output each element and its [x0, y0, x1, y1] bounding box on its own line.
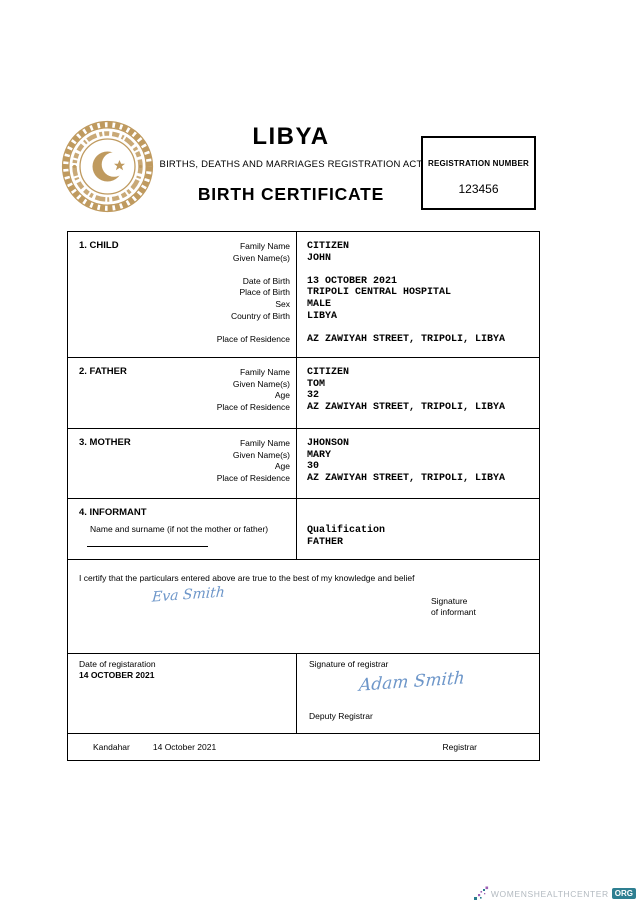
- certificate-table: [67, 231, 540, 761]
- mother-age-label: Age: [274, 461, 290, 472]
- mother-given-name-label: Given Name(s): [232, 449, 290, 460]
- mother-family-name-value: JHONSON: [307, 438, 350, 449]
- child-values-cell: [297, 232, 539, 357]
- father-family-name-label: Family Name: [239, 367, 290, 377]
- informant-values-cell: [297, 499, 539, 559]
- registrar-signature-cell: [297, 654, 539, 733]
- document-title: BIRTH CERTIFICATE: [197, 184, 385, 204]
- section-mother: [68, 428, 539, 498]
- father-residence-label: Place of Residence: [216, 401, 290, 412]
- watermark-text: WOMENSHEALTHCENTER: [490, 888, 609, 899]
- mother-residence-label: Place of Residence: [216, 472, 290, 483]
- signature-of-informant-label: Signature of informant: [431, 596, 476, 617]
- section-certification: [68, 559, 539, 653]
- section-child: [68, 232, 539, 357]
- informant-labels-cell: [68, 499, 297, 559]
- mother-field-values: [307, 438, 505, 484]
- act-subtitle: BIRTHS, DEATHS AND MARRIAGES REGISTRATION ACT: [159, 159, 423, 170]
- father-family-name-value: CITIZEN: [307, 367, 350, 378]
- registration-date-value: 14 OCTOBER 2021: [79, 670, 155, 680]
- footer-place: Kandahar: [93, 742, 130, 752]
- mother-family-name-label: Family Name: [239, 438, 290, 448]
- child-residence-value: AZ ZAWIYAH STREET, TRIPOLI, LIBYA: [307, 333, 506, 345]
- footer-date: 14 October 2021: [152, 742, 217, 752]
- informant-qualification-value: FATHER: [307, 536, 344, 548]
- section-father: [68, 357, 539, 428]
- footer-registrar-label: Registrar: [442, 742, 477, 752]
- child-sex-value: MALE: [307, 298, 332, 310]
- informant-section-title: 4. INFORMANT: [79, 507, 147, 518]
- child-pob-label: Place of Birth: [239, 287, 290, 298]
- registrar-title: Deputy Registrar: [309, 711, 373, 721]
- child-field-values: [307, 241, 505, 345]
- father-values-cell: [297, 358, 539, 428]
- child-labels-cell: [68, 232, 297, 357]
- mother-given-name-value: MARY: [307, 449, 332, 461]
- child-given-name-value: JOHN: [307, 252, 332, 264]
- mother-age-value: 30: [307, 461, 320, 473]
- child-family-name-value: CITIZEN: [307, 241, 350, 252]
- mother-field-labels: [217, 438, 290, 484]
- certification-cell: [68, 560, 539, 653]
- father-field-values: [307, 367, 505, 413]
- child-residence-label: Place of Residence: [216, 333, 290, 344]
- child-field-labels: [217, 241, 290, 345]
- child-section-title: 1. CHILD: [79, 240, 119, 251]
- country-title: LIBYA: [252, 123, 330, 150]
- child-given-name-label: Given Name(s): [232, 252, 290, 263]
- father-age-value: 32: [307, 390, 320, 402]
- registration-number-box: [421, 136, 536, 210]
- child-family-name-label: Family Name: [239, 241, 290, 251]
- registration-date-cell: [68, 654, 297, 733]
- father-given-name-value: TOM: [307, 378, 326, 390]
- mother-labels-cell: [68, 429, 297, 498]
- informant-name-blank-line: [87, 546, 208, 547]
- mother-values-cell: [297, 429, 539, 498]
- header-title-block: [150, 123, 432, 204]
- informant-signature: Eva Smith: [151, 584, 226, 606]
- watermark-org-badge: ORG: [612, 888, 636, 899]
- child-sex-label: Sex: [275, 298, 290, 309]
- child-dob-label: Date of Birth: [242, 275, 290, 286]
- child-country-label: Country of Birth: [230, 310, 290, 321]
- mother-section-title: 3. MOTHER: [79, 437, 131, 448]
- sparkle-dots-icon: [474, 886, 489, 901]
- footer-row: [68, 733, 539, 760]
- child-country-value: LIBYA: [307, 310, 338, 322]
- registrar-signature-label: Signature of registrar: [309, 659, 389, 669]
- father-labels-cell: [68, 358, 297, 428]
- informant-qualification-label: Qualification: [307, 525, 386, 536]
- registration-number-label: REGISTRATION NUMBER: [428, 159, 529, 168]
- section-informant: [68, 498, 539, 559]
- registration-date-label: Date of registaration: [79, 659, 156, 669]
- father-given-name-label: Given Name(s): [232, 378, 290, 389]
- father-section-title: 2. FATHER: [79, 366, 127, 377]
- child-dob-value: 13 OCTOBER 2021: [307, 275, 398, 287]
- mother-residence-value: AZ ZAWIYAH STREET, TRIPOLI, LIBYA: [307, 472, 506, 484]
- section-registration: [68, 653, 539, 733]
- father-residence-value: AZ ZAWIYAH STREET, TRIPOLI, LIBYA: [307, 401, 506, 413]
- informant-field-values: [307, 525, 385, 548]
- libya-seal-emblem-icon: [61, 120, 154, 213]
- registrar-signature: Adam Smith: [358, 668, 466, 696]
- informant-name-label: Name and surname (if not the mother or father): [90, 524, 269, 534]
- child-pob-value: TRIPOLI CENTRAL HOSPITAL: [307, 287, 452, 299]
- father-age-label: Age: [274, 390, 290, 401]
- site-watermark: [474, 886, 636, 901]
- registration-number-value: 123456: [458, 182, 499, 196]
- father-field-labels: [217, 367, 290, 413]
- certification-statement: I certify that the particulars entered above are true to the best of my knowledge and belief: [79, 573, 415, 583]
